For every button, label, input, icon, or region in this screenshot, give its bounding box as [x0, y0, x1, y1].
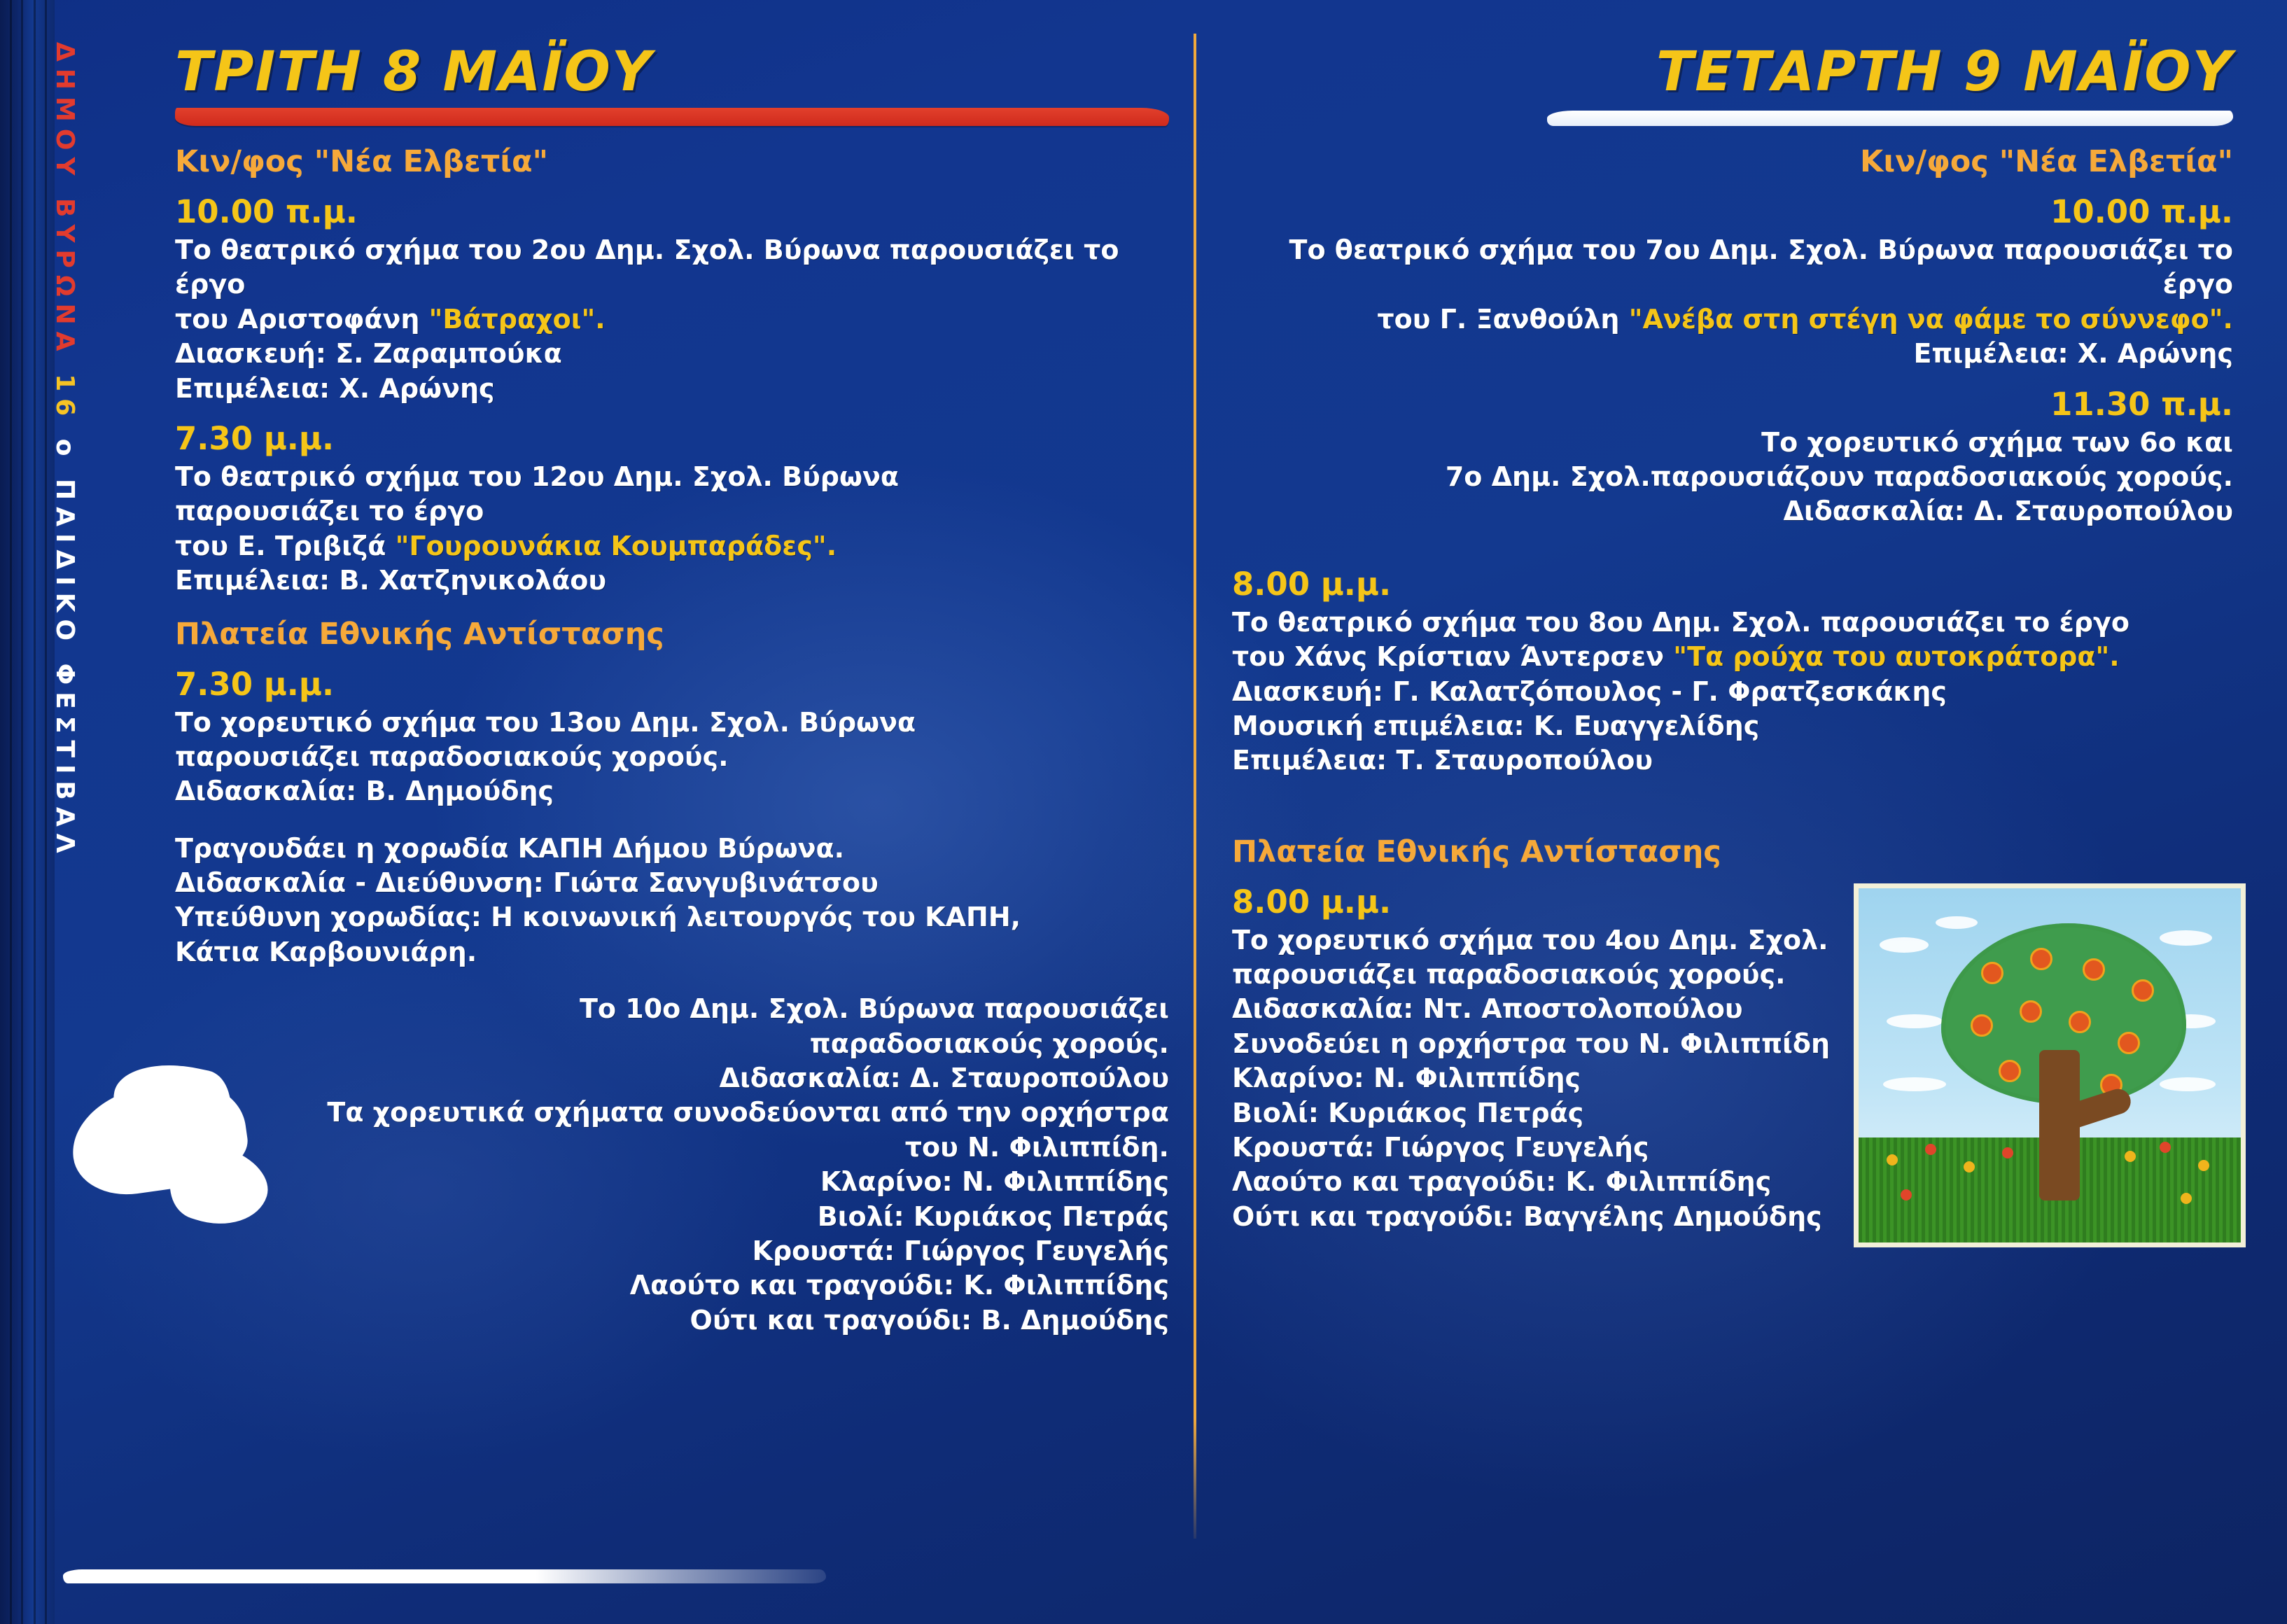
right-event-3-time: 8.00 μ.μ. [1232, 565, 1392, 603]
left-day-column [175, 0, 1169, 1342]
left-event-2-time: 7.30 μ.μ. [175, 419, 335, 457]
right-venue-cinema: Κιν/φος "Νέα Ελβετία" [1860, 144, 2233, 179]
left-event-2 [175, 420, 1169, 598]
left-choir-line-2: Διδασκαλία - Διεύθυνση: Γιώτα Σανγυβινάτσου [175, 867, 879, 899]
right-event-3-line-4: Μουσική επιμέλεια: Κ. Ευαγγελίδης [1232, 710, 1760, 741]
right-event-3-line-1: Το θεατρικό σχήμα του 8ου Δημ. Σχολ. παρουσιάζει το έργο [1232, 606, 2129, 638]
left-closing-line-7: Βιολί: Κυριάκος Πετράς [817, 1200, 1169, 1232]
left-choir-line-3: Υπεύθυνη χορωδίας: Η κοινωνική λειτουργός του ΚΑΠΗ, [175, 902, 1021, 933]
left-event-2-author: του Ε. Τριβιζά [175, 530, 396, 561]
right-event-3-work: "Τα ρούχα του αυτοκράτορα". [1673, 641, 2120, 673]
right-event-4-time: 8.00 μ.μ. [1232, 883, 1392, 920]
right-event-1-time: 10.00 π.μ. [2050, 193, 2233, 230]
right-day-title: ΤΕΤΑΡΤΗ 9 ΜΑΪΟΥ [1656, 41, 2233, 104]
left-event-2-work: "Γουρουνάκια Κουμπαράδες". [395, 530, 837, 561]
dove-icon [64, 1057, 267, 1232]
left-event-1-line-1: Το θεατρικό σχήμα του 2ου Δημ. Σχολ. Βύρωνα παρουσιάζει το έργο [175, 234, 1119, 300]
right-event-3-line-3: Διασκευή: Γ. Καλατζόπουλος - Γ. Φρατζεσκάκης [1232, 676, 1947, 707]
vertical-label-municipality: ΔΗΜΟΥ ΒΥΡΩΝΑ [50, 42, 79, 358]
right-event-3-line-2 [1232, 640, 2233, 674]
left-event-1-work: "Βάτραχοι". [428, 303, 606, 335]
left-closing-block [175, 992, 1169, 1338]
white-brush-underline [1547, 111, 2233, 126]
left-closing-line-10: Ούτι και τραγούδι: Β. Δημούδης [690, 1304, 1169, 1336]
left-closing-line-8: Κρουστά: Γιώργος Γευγελής [752, 1235, 1169, 1266]
spine-strip [0, 0, 55, 1624]
right-event-3 [1232, 566, 2233, 778]
left-event-1-line-3: Διασκευή: Σ. Ζαραμπούκα [175, 338, 562, 370]
left-closing-line-4: Τα χορευτικά σχήματα συνοδεύονται από την ορχήστρα [327, 1097, 1169, 1128]
left-event-1-time: 10.00 π.μ. [175, 193, 358, 230]
right-event-2-time: 11.30 π.μ. [2050, 385, 2233, 423]
right-event-3-author: του Χάνς Κρίστιαν Άντερσεν [1232, 641, 1674, 673]
left-closing-line-6: Κλαρίνο: Ν. Φιλιππίδης [820, 1166, 1169, 1198]
right-event-4-line-8: Λαούτο και τραγούδι: Κ. Φιλιππίδης [1232, 1166, 1772, 1198]
left-venue-square: Πλατεία Εθνικής Αντίστασης [175, 616, 664, 652]
left-event-2-line-2: παρουσιάζει το έργο [175, 496, 484, 527]
vertical-label-edition: 16 [50, 374, 79, 424]
left-event-2-line-4: Επιμέλεια: Β. Χατζηνικολάου [175, 565, 606, 596]
right-event-4-line-5: Κλαρίνο: Ν. Φιλιππίδης [1232, 1063, 1581, 1094]
left-event-1-line-4: Επιμέλεια: Χ. Αρώνης [175, 372, 495, 404]
right-event-4-line-3: Διδασκαλία: Ντ. Αποστολοπούλου [1232, 993, 1743, 1025]
child-drawing-tree [1854, 883, 2246, 1247]
right-event-3-line-5: Επιμέλεια: Τ. Σταυροπούλου [1232, 745, 1653, 776]
right-event-1-work: "Ανέβα στη στέγη να φάμε το σύννεφο". [1628, 303, 2233, 335]
vertical-label-festival: ο ΠΑΙΔΙΚΟ ΦΕΣΤΙΒΑΛ [50, 438, 79, 860]
column-divider [1194, 34, 1196, 1539]
vertical-festival-label [50, 42, 79, 1008]
right-event-1-line-2 [1232, 302, 2233, 337]
left-event-3 [175, 666, 1169, 809]
left-event-1-author: του Αριστοφάνη [175, 303, 429, 335]
left-closing-line-5: του Ν. Φιλιππίδη. [904, 1131, 1169, 1163]
right-venue-square: Πλατεία Εθνικής Αντίστασης [1232, 834, 1721, 869]
red-brush-underline [175, 108, 1169, 126]
left-closing-line-1: Το 10ο Δημ. Σχολ. Βύρωνα παρουσιάζει [580, 993, 1169, 1025]
right-event-1-author: του Γ. Ξανθούλη [1377, 303, 1629, 335]
left-venue-cinema: Κιν/φος "Νέα Ελβετία" [175, 144, 548, 179]
right-event-1-line-1: Το θεατρικό σχήμα του 7ου Δημ. Σχολ. Βύρωνα παρουσιάζει το έργο [1289, 234, 2233, 300]
right-event-1 [1232, 193, 2233, 372]
left-closing-line-3: Διδασκαλία: Δ. Σταυροπούλου [719, 1063, 1169, 1094]
right-event-4-line-9: Ούτι και τραγούδι: Βαγγέλης Δημούδης [1232, 1200, 1822, 1232]
left-event-3-line-1: Το χορευτικό σχήμα του 13ου Δημ. Σχολ. Βύρωνα [175, 706, 916, 738]
right-event-2 [1232, 386, 2233, 529]
left-closing-line-2: παραδοσιακούς χορούς. [809, 1028, 1169, 1059]
left-choir-line-4: Κάτια Καρβουνιάρη. [175, 936, 477, 967]
left-event-2-line-1: Το θεατρικό σχήμα του 12ου Δημ. Σχολ. Βύρωνα [175, 461, 900, 492]
right-event-2-line-2: 7ο Δημ. Σχολ.παρουσιάζουν παραδοσιακούς χορούς. [1445, 461, 2233, 492]
left-choir-line-1: Τραγουδάει η χορωδία ΚΑΠΗ Δήμου Βύρωνα. [175, 832, 845, 864]
right-event-4-line-4: Συνοδεύει η ορχήστρα του Ν. Φιλιππίδη [1232, 1028, 1831, 1059]
right-event-4-line-6: Βιολί: Κυριάκος Πετράς [1232, 1097, 1584, 1128]
right-event-1-line-3: Επιμέλεια: Χ. Αρώνης [1913, 338, 2233, 370]
right-event-2-line-3: Διδασκαλία: Δ. Σταυροπούλου [1783, 496, 2233, 527]
right-event-4-line-2: παρουσιάζει παραδοσιακούς χορούς. [1232, 959, 1786, 990]
left-closing-line-9: Λαούτο και τραγούδι: Κ. Φιλιππίδης [629, 1270, 1169, 1301]
left-event-1-line-2 [175, 302, 1169, 337]
left-event-2-line-3 [175, 529, 1169, 564]
left-event-3-line-3: Διδασκαλία: Β. Δημούδης [175, 776, 554, 807]
left-event-3-line-2: παρουσιάζει παραδοσιακούς χορούς. [175, 741, 729, 772]
right-event-2-line-1: Το χορευτικό σχήμα των 6ο και [1761, 426, 2233, 458]
right-event-4-line-7: Κρουστά: Γιώργος Γευγελής [1232, 1132, 1649, 1163]
right-event-4-line-1: Το χορευτικό σχήμα του 4ου Δημ. Σχολ. [1232, 924, 1828, 955]
left-choir-block [175, 832, 1169, 970]
bottom-brush-stroke [63, 1569, 826, 1583]
left-day-title: ΤΡΙΤΗ 8 ΜΑΪΟΥ [175, 41, 653, 104]
left-event-1 [175, 193, 1169, 406]
left-event-3-time: 7.30 μ.μ. [175, 665, 335, 703]
